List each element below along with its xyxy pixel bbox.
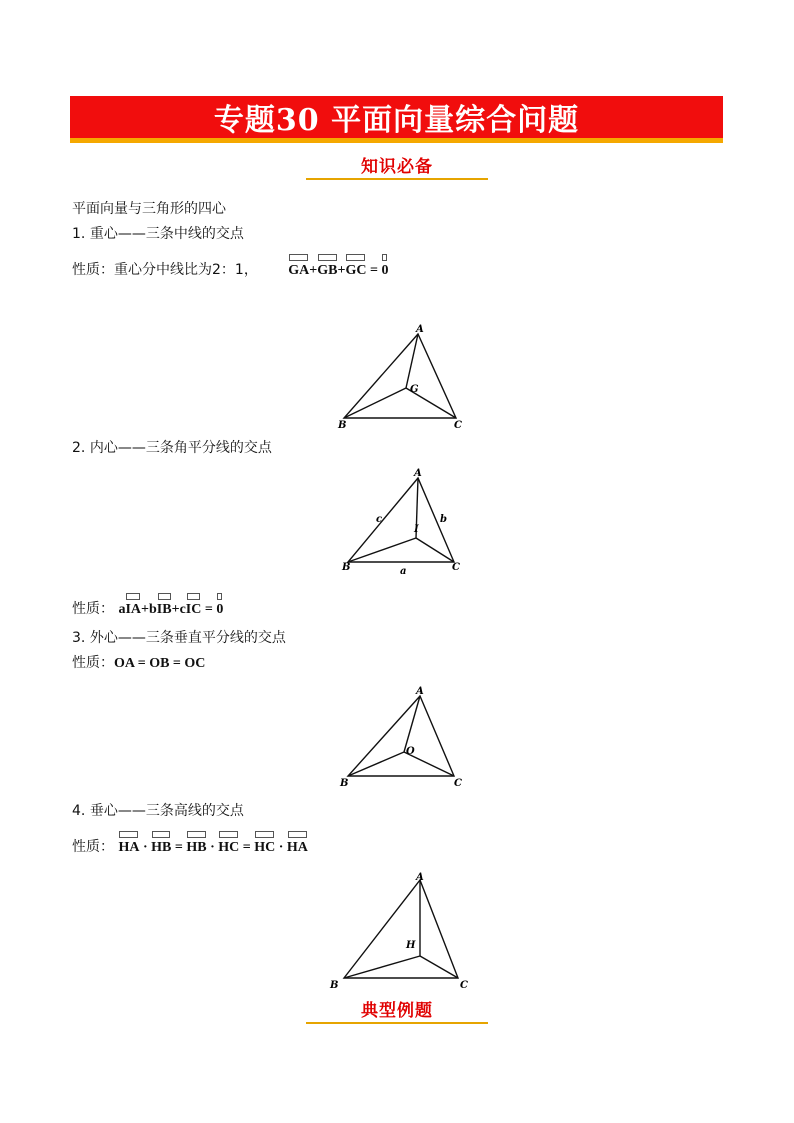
vector: IC	[185, 602, 202, 617]
vector: GB	[317, 263, 338, 278]
item-2-property	[72, 600, 223, 619]
page-title: 专题30 平面向量综合问题	[213, 103, 580, 138]
item-heading-text: 重心——三条中线的交点	[89, 226, 244, 242]
operator: =	[204, 602, 213, 617]
orthocenter-figure	[326, 866, 476, 994]
operator: +	[171, 602, 180, 617]
side-label-b: b	[440, 514, 447, 525]
operator: =	[369, 263, 378, 278]
property-label: 性质：	[72, 601, 114, 617]
item-4-property	[72, 838, 308, 857]
title-banner	[70, 96, 723, 143]
item-4-heading: 4. 垂心——三条高线的交点	[72, 803, 244, 819]
vector: HC	[218, 840, 240, 855]
operator: +	[141, 602, 149, 617]
property-label: 性质：	[72, 655, 114, 671]
incenter-figure	[336, 466, 468, 578]
vertex-label-a: A	[416, 324, 424, 335]
vertex-label-b: B	[340, 778, 349, 789]
zero-vector: 0	[381, 263, 389, 278]
coefficient: b	[149, 602, 157, 617]
vertex-label-c: C	[454, 778, 462, 789]
incenter-formula	[118, 602, 223, 617]
zero-vector: 0	[216, 602, 224, 617]
vertex-label-b: B	[330, 980, 339, 991]
vertex-label-b: B	[342, 562, 351, 573]
vertex-label-c: C	[454, 420, 462, 431]
item-3-property	[72, 654, 205, 673]
vector: GC	[345, 263, 367, 278]
operator: +	[337, 263, 346, 278]
point-label-i: I	[414, 524, 419, 535]
vertex-label-a: A	[416, 872, 424, 883]
item-2-heading: 2. 内心——三条角平分线的交点	[72, 440, 272, 456]
operator: =	[174, 840, 183, 855]
operator: +	[309, 263, 318, 278]
side-label-a: a	[400, 566, 407, 577]
item-heading-text: 内心——三条角平分线的交点	[89, 440, 272, 456]
section-title-examples: 典型例题	[361, 1001, 433, 1021]
orthocenter-formula	[118, 840, 307, 855]
vertex-label-c: C	[452, 562, 460, 573]
item-heading-text: 外心——三条垂直平分线的交点	[89, 630, 286, 646]
item-number: 3	[72, 630, 81, 646]
item-heading-text: 垂心——三条高线的交点	[89, 803, 244, 819]
point-label-g: G	[410, 384, 419, 395]
vertex-label-b: B	[338, 420, 347, 431]
item-3-heading: 3. 外心——三条垂直平分线的交点	[72, 630, 286, 646]
centroid-formula	[288, 263, 388, 278]
item-1-heading: 1. 重心——三条中线的交点	[72, 226, 244, 242]
section-header-knowledge	[306, 152, 488, 180]
vector: IB	[156, 602, 172, 617]
vector: HC	[254, 840, 276, 855]
vector: HA	[118, 840, 140, 855]
operator: ·	[210, 840, 215, 855]
coefficient: c	[179, 602, 186, 617]
item-number: 1	[72, 226, 81, 242]
circumcenter-figure	[336, 682, 468, 794]
vertex-label-a: A	[416, 686, 424, 697]
intro-text: 平面向量与三角形的四心	[72, 201, 226, 217]
section-header-examples	[306, 996, 488, 1024]
centroid-figure	[334, 318, 464, 432]
point-label-o: O	[406, 746, 415, 757]
property-label: 性质：	[72, 839, 114, 855]
vertex-label-a: A	[414, 468, 422, 479]
item-1-property	[72, 261, 388, 280]
vector: IA	[125, 602, 142, 617]
vector: HB	[151, 840, 172, 855]
vector: HA	[286, 840, 308, 855]
item-number: 2	[72, 440, 81, 456]
property-label: 性质：	[72, 262, 114, 278]
vector: HB	[186, 840, 207, 855]
section-title-knowledge: 知识必备	[361, 157, 433, 177]
property-text: 重心分中线比为2：1，	[114, 262, 258, 278]
vector: GA	[288, 263, 310, 278]
operator: ·	[142, 840, 148, 855]
item-number: 4	[72, 803, 81, 819]
circumcenter-formula: OA = OB = OC	[114, 656, 206, 671]
operator: =	[242, 840, 251, 855]
operator: ·	[278, 840, 284, 855]
coefficient: a	[118, 602, 126, 617]
side-label-c: c	[376, 514, 383, 525]
vertex-label-c: C	[460, 980, 468, 991]
point-label-h: H	[406, 940, 416, 951]
